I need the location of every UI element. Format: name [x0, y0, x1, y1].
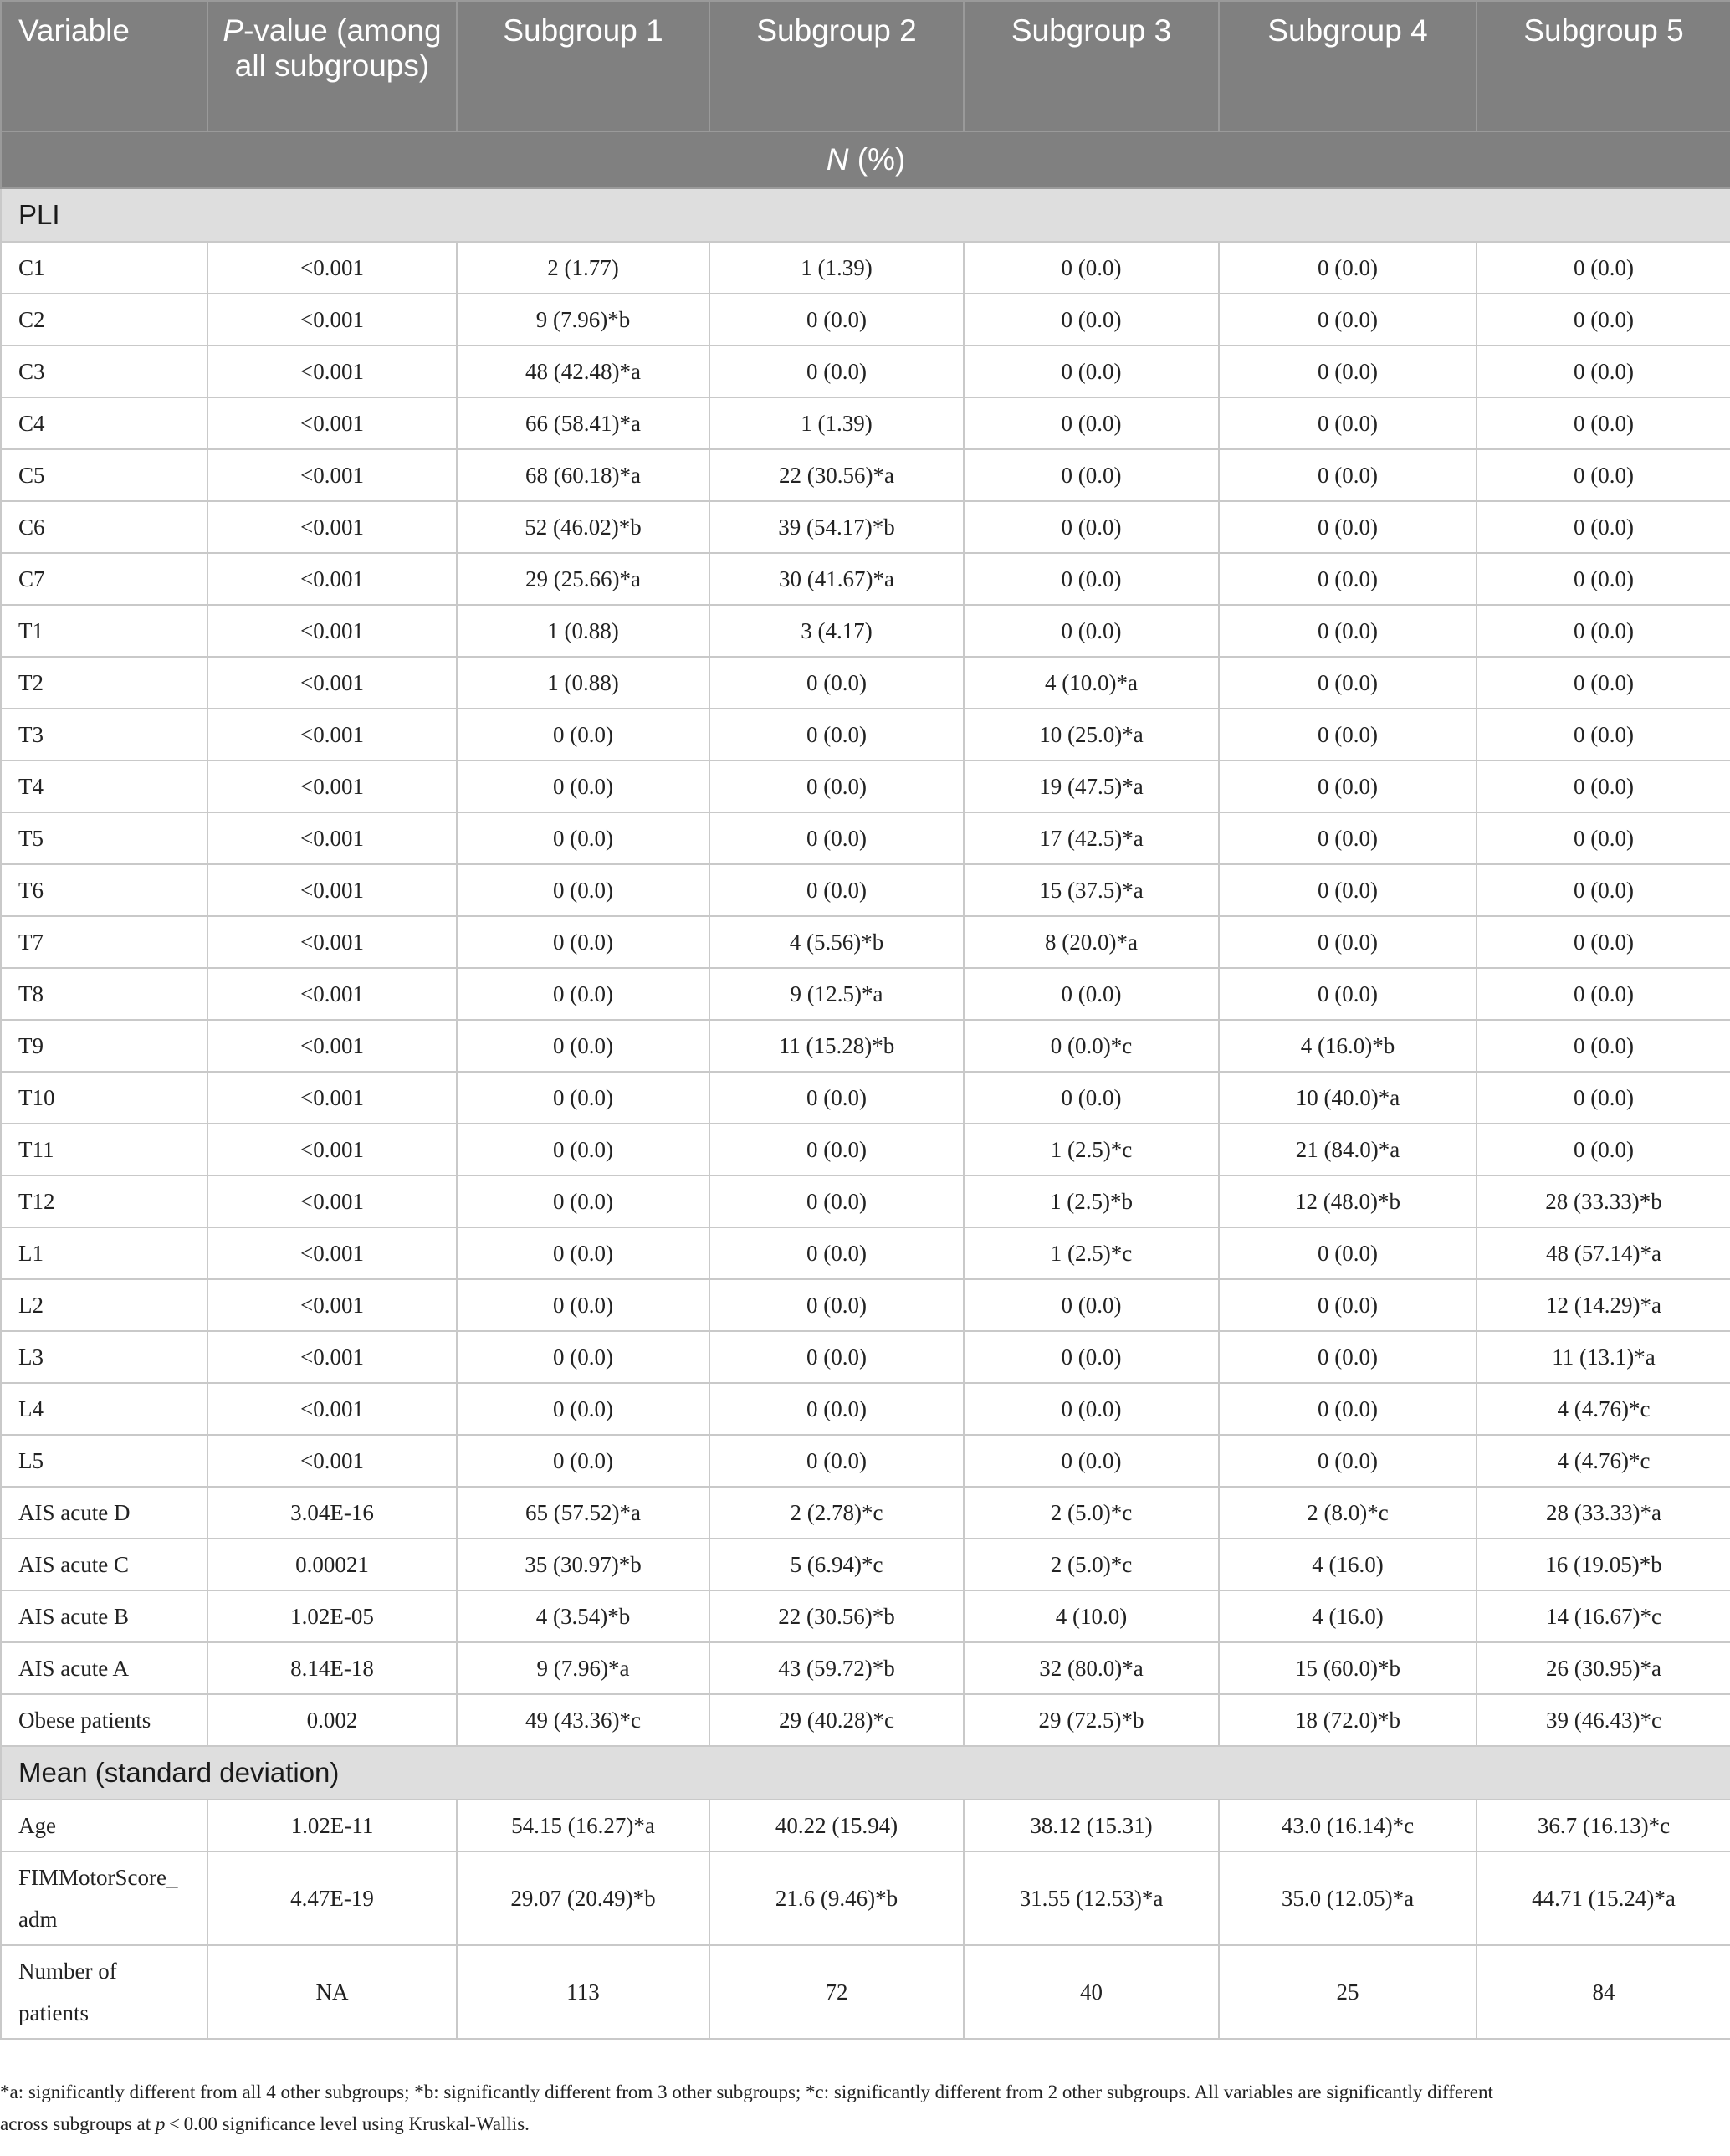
variable-cell: C6	[1, 501, 207, 553]
pvalue-rest: -value (among all subgroups)	[234, 13, 442, 83]
subgroup-2-cell: 0 (0.0)	[709, 864, 964, 916]
subgroup-2-cell: 0 (0.0)	[709, 294, 964, 346]
subgroup-1-cell: 0 (0.0)	[457, 916, 709, 968]
subgroup-1-header: Subgroup 1	[457, 1, 709, 131]
subgroup-2-cell: 72	[709, 1945, 964, 2039]
subgroup-4-cell: 10 (40.0)*a	[1219, 1072, 1477, 1124]
table-row	[1, 449, 1730, 501]
subgroup-3-cell: 29 (72.5)*b	[964, 1694, 1219, 1746]
pvalue-cell: <0.001	[207, 397, 457, 449]
table-row	[1, 397, 1730, 449]
pvalue-cell: <0.001	[207, 1227, 457, 1279]
subgroup-2-cell: 0 (0.0)	[709, 760, 964, 812]
subgroup-5-cell: 39 (46.43)*c	[1477, 1694, 1730, 1746]
subgroup-2-cell: 43 (59.72)*b	[709, 1642, 964, 1694]
pvalue-cell: 1.02E-11	[207, 1800, 457, 1851]
subgroup-1-cell: 0 (0.0)	[457, 1227, 709, 1279]
subgroup-2-cell: 29 (40.28)*c	[709, 1694, 964, 1746]
pvalue-header	[207, 1, 457, 131]
subgroup-1-cell: 68 (60.18)*a	[457, 449, 709, 501]
subgroup-5-cell: 0 (0.0)	[1477, 1124, 1730, 1175]
variable-cell: L1	[1, 1227, 207, 1279]
subgroup-5-cell: 0 (0.0)	[1477, 553, 1730, 605]
pvalue-cell: <0.001	[207, 1020, 457, 1072]
variable-cell: Number of patients	[1, 1945, 207, 2039]
subgroup-5-cell: 0 (0.0)	[1477, 346, 1730, 397]
subgroup-2-cell: 0 (0.0)	[709, 657, 964, 709]
subgroup-1-cell: 0 (0.0)	[457, 1331, 709, 1383]
variable-cell: T6	[1, 864, 207, 916]
variable-cell: FIMMotorScore_ adm	[1, 1851, 207, 1945]
variable-cell: C3	[1, 346, 207, 397]
subgroup-4-cell: 12 (48.0)*b	[1219, 1175, 1477, 1227]
pvalue-cell: 4.47E-19	[207, 1851, 457, 1945]
subgroup-5-cell: 0 (0.0)	[1477, 864, 1730, 916]
subgroup-5-cell: 11 (13.1)*a	[1477, 1331, 1730, 1383]
table-footnote	[0, 2077, 1730, 2140]
subgroup-1-cell: 54.15 (16.27)*a	[457, 1800, 709, 1851]
subgroup-4-cell: 0 (0.0)	[1219, 916, 1477, 968]
subgroup-1-cell: 4 (3.54)*b	[457, 1590, 709, 1642]
subgroup-1-cell: 1 (0.88)	[457, 605, 709, 657]
table-row	[1, 1642, 1730, 1694]
subgroup-2-cell: 22 (30.56)*b	[709, 1590, 964, 1642]
variable-cell: T7	[1, 916, 207, 968]
subgroup-3-cell: 10 (25.0)*a	[964, 709, 1219, 760]
table-row	[1, 1694, 1730, 1746]
subgroup-2-cell: 11 (15.28)*b	[709, 1020, 964, 1072]
pvalue-cell: <0.001	[207, 294, 457, 346]
footnote-line-2-pre: across subgroups at	[0, 2113, 156, 2134]
subgroup-5-header: Subgroup 5	[1477, 1, 1730, 131]
subgroup-2-cell: 0 (0.0)	[709, 1279, 964, 1331]
subgroup-2-cell: 4 (5.56)*b	[709, 916, 964, 968]
pvalue-cell: 3.04E-16	[207, 1487, 457, 1539]
subgroup-2-cell: 30 (41.67)*a	[709, 553, 964, 605]
subgroup-2-cell: 21.6 (9.46)*b	[709, 1851, 964, 1945]
subgroup-3-cell: 2 (5.0)*c	[964, 1487, 1219, 1539]
subgroup-5-cell: 28 (33.33)*a	[1477, 1487, 1730, 1539]
subgroup-4-cell: 18 (72.0)*b	[1219, 1694, 1477, 1746]
table-row	[1, 968, 1730, 1020]
subgroup-4-cell: 0 (0.0)	[1219, 1331, 1477, 1383]
subgroup-5-cell: 4 (4.76)*c	[1477, 1383, 1730, 1435]
footnote-line-2-post: < 0.00 significance level using Kruskal-Wallis.	[165, 2113, 530, 2134]
subgroup-3-cell: 0 (0.0)	[964, 501, 1219, 553]
subgroup-4-cell: 0 (0.0)	[1219, 709, 1477, 760]
subgroup-5-cell: 0 (0.0)	[1477, 657, 1730, 709]
pvalue-cell: <0.001	[207, 1124, 457, 1175]
subgroup-2-cell: 0 (0.0)	[709, 812, 964, 864]
table-row	[1, 1800, 1730, 1851]
subgroup-3-cell: 0 (0.0)	[964, 1279, 1219, 1331]
table-row	[1, 1487, 1730, 1539]
subgroup-4-cell: 0 (0.0)	[1219, 449, 1477, 501]
table-row	[1, 1175, 1730, 1227]
pvalue-cell: <0.001	[207, 709, 457, 760]
subgroup-3-cell: 40	[964, 1945, 1219, 2039]
subgroup-5-cell: 16 (19.05)*b	[1477, 1539, 1730, 1590]
variable-cell: AIS acute C	[1, 1539, 207, 1590]
subgroup-1-cell: 1 (0.88)	[457, 657, 709, 709]
subgroup-1-cell: 29 (25.66)*a	[457, 553, 709, 605]
table-row	[1, 709, 1730, 760]
subgroup-2-cell: 39 (54.17)*b	[709, 501, 964, 553]
variable-cell: Obese patients	[1, 1694, 207, 1746]
subgroup-4-cell: 4 (16.0)	[1219, 1590, 1477, 1642]
table-row	[1, 553, 1730, 605]
variable-cell: L3	[1, 1331, 207, 1383]
pvalue-cell: 0.002	[207, 1694, 457, 1746]
pvalue-cell: <0.001	[207, 1383, 457, 1435]
subgroup-4-cell: 0 (0.0)	[1219, 864, 1477, 916]
table-row	[1, 1539, 1730, 1590]
subgroup-4-header: Subgroup 4	[1219, 1, 1477, 131]
subgroup-2-cell: 0 (0.0)	[709, 1227, 964, 1279]
subgroup-5-cell: 0 (0.0)	[1477, 242, 1730, 294]
footnote-line-1: *a: significantly different from all 4 other subgroups; *b: significantly different from 3 other subgroups; *c: significantly different from 2 other subgroups. All variables are significantly different	[0, 2082, 1493, 2102]
subgroup-3-cell: 1 (2.5)*b	[964, 1175, 1219, 1227]
subgroup-3-cell: 2 (5.0)*c	[964, 1539, 1219, 1590]
subgroup-4-cell: 4 (16.0)*b	[1219, 1020, 1477, 1072]
n-percent-row	[1, 131, 1730, 188]
variable-cell: T9	[1, 1020, 207, 1072]
pvalue-cell: <0.001	[207, 449, 457, 501]
variable-cell: C5	[1, 449, 207, 501]
n-percent-label	[1, 131, 1730, 188]
table-row	[1, 346, 1730, 397]
subgroup-3-cell: 0 (0.0)	[964, 346, 1219, 397]
table-row	[1, 501, 1730, 553]
pvalue-italic: P	[223, 13, 244, 48]
subgroup-2-cell: 3 (4.17)	[709, 605, 964, 657]
subgroup-1-cell: 0 (0.0)	[457, 1124, 709, 1175]
subgroup-1-cell: 35 (30.97)*b	[457, 1539, 709, 1590]
subgroup-3-cell: 15 (37.5)*a	[964, 864, 1219, 916]
subgroup-3-cell: 0 (0.0)	[964, 605, 1219, 657]
subgroup-2-cell: 9 (12.5)*a	[709, 968, 964, 1020]
subgroup-5-cell: 0 (0.0)	[1477, 916, 1730, 968]
table-row	[1, 605, 1730, 657]
subgroup-1-cell: 9 (7.96)*b	[457, 294, 709, 346]
subgroup-5-cell: 26 (30.95)*a	[1477, 1642, 1730, 1694]
subgroup-1-cell: 0 (0.0)	[457, 1435, 709, 1487]
table-row	[1, 1072, 1730, 1124]
variable-cell: C4	[1, 397, 207, 449]
variable-header: Variable	[1, 1, 207, 131]
pvalue-cell: <0.001	[207, 864, 457, 916]
pvalue-cell: <0.001	[207, 1072, 457, 1124]
subgroup-5-cell: 4 (4.76)*c	[1477, 1435, 1730, 1487]
subgroup-3-cell: 0 (0.0)	[964, 449, 1219, 501]
subgroup-4-cell: 43.0 (16.14)*c	[1219, 1800, 1477, 1851]
pvalue-cell: <0.001	[207, 1435, 457, 1487]
subgroup-1-cell: 0 (0.0)	[457, 709, 709, 760]
table-row	[1, 1279, 1730, 1331]
subgroup-2-cell: 0 (0.0)	[709, 1435, 964, 1487]
variable-cell: T1	[1, 605, 207, 657]
section-pli-label: PLI	[1, 188, 1730, 242]
subgroup-4-cell: 0 (0.0)	[1219, 1435, 1477, 1487]
subgroup-3-cell: 1 (2.5)*c	[964, 1227, 1219, 1279]
section-mean	[1, 1746, 1730, 1800]
table-row	[1, 812, 1730, 864]
subgroup-3-cell: 0 (0.0)	[964, 294, 1219, 346]
subgroup-5-cell: 0 (0.0)	[1477, 709, 1730, 760]
subgroup-1-cell: 66 (58.41)*a	[457, 397, 709, 449]
subgroup-5-cell: 28 (33.33)*b	[1477, 1175, 1730, 1227]
header-row	[1, 1, 1730, 131]
variable-cell: T3	[1, 709, 207, 760]
table-row	[1, 1590, 1730, 1642]
variable-cell: L4	[1, 1383, 207, 1435]
variable-cell: L5	[1, 1435, 207, 1487]
subgroup-2-cell: 0 (0.0)	[709, 1124, 964, 1175]
section-pli	[1, 188, 1730, 242]
variable-cell: T8	[1, 968, 207, 1020]
variable-cell: L2	[1, 1279, 207, 1331]
subgroup-3-cell: 4 (10.0)	[964, 1590, 1219, 1642]
subgroup-5-cell: 12 (14.29)*a	[1477, 1279, 1730, 1331]
subgroup-5-cell: 0 (0.0)	[1477, 605, 1730, 657]
subgroup-2-header: Subgroup 2	[709, 1, 964, 131]
subgroup-4-cell: 0 (0.0)	[1219, 346, 1477, 397]
variable-cell: T2	[1, 657, 207, 709]
pvalue-cell: <0.001	[207, 916, 457, 968]
subgroup-2-cell: 5 (6.94)*c	[709, 1539, 964, 1590]
subgroup-2-cell: 0 (0.0)	[709, 1072, 964, 1124]
variable-cell: C7	[1, 553, 207, 605]
subgroup-1-cell: 0 (0.0)	[457, 1383, 709, 1435]
table-row	[1, 1331, 1730, 1383]
subgroup-4-cell: 0 (0.0)	[1219, 812, 1477, 864]
table-row	[1, 1124, 1730, 1175]
subgroup-4-cell: 0 (0.0)	[1219, 1383, 1477, 1435]
subgroup-1-cell: 0 (0.0)	[457, 1020, 709, 1072]
subgroup-1-cell: 65 (57.52)*a	[457, 1487, 709, 1539]
subgroup-5-cell: 48 (57.14)*a	[1477, 1227, 1730, 1279]
subgroup-1-cell: 9 (7.96)*a	[457, 1642, 709, 1694]
subgroup-4-cell: 0 (0.0)	[1219, 501, 1477, 553]
subgroup-5-cell: 0 (0.0)	[1477, 501, 1730, 553]
subgroup-3-cell: 32 (80.0)*a	[964, 1642, 1219, 1694]
subgroup-1-cell: 113	[457, 1945, 709, 2039]
subgroup-4-cell: 0 (0.0)	[1219, 760, 1477, 812]
subgroup-2-cell: 0 (0.0)	[709, 1383, 964, 1435]
subgroup-2-cell: 40.22 (15.94)	[709, 1800, 964, 1851]
subgroup-3-cell: 8 (20.0)*a	[964, 916, 1219, 968]
subgroup-5-cell: 0 (0.0)	[1477, 812, 1730, 864]
variable-cell: AIS acute B	[1, 1590, 207, 1642]
subgroup-3-cell: 0 (0.0)	[964, 242, 1219, 294]
subgroup-5-cell: 0 (0.0)	[1477, 449, 1730, 501]
variable-cell: AIS acute A	[1, 1642, 207, 1694]
variable-cell: C1	[1, 242, 207, 294]
n-italic: N	[826, 142, 849, 177]
subgroup-2-cell: 0 (0.0)	[709, 1331, 964, 1383]
subgroup-4-cell: 0 (0.0)	[1219, 1227, 1477, 1279]
subgroup-5-cell: 44.71 (15.24)*a	[1477, 1851, 1730, 1945]
subgroup-3-cell: 0 (0.0)	[964, 968, 1219, 1020]
subgroup-1-cell: 2 (1.77)	[457, 242, 709, 294]
subgroup-2-cell: 22 (30.56)*a	[709, 449, 964, 501]
subgroup-4-cell: 21 (84.0)*a	[1219, 1124, 1477, 1175]
pvalue-cell: <0.001	[207, 553, 457, 605]
table-row	[1, 916, 1730, 968]
subgroup-1-cell: 0 (0.0)	[457, 864, 709, 916]
subgroup-1-cell: 29.07 (20.49)*b	[457, 1851, 709, 1945]
section-mean-label: Mean (standard deviation)	[1, 1746, 1730, 1800]
subgroup-2-cell: 0 (0.0)	[709, 1175, 964, 1227]
pvalue-cell: <0.001	[207, 1175, 457, 1227]
subgroup-3-cell: 0 (0.0)	[964, 1435, 1219, 1487]
subgroup-4-cell: 2 (8.0)*c	[1219, 1487, 1477, 1539]
subgroup-4-cell: 0 (0.0)	[1219, 397, 1477, 449]
subgroup-4-cell: 0 (0.0)	[1219, 657, 1477, 709]
variable-cell: AIS acute D	[1, 1487, 207, 1539]
pvalue-cell: <0.001	[207, 346, 457, 397]
table-row	[1, 864, 1730, 916]
subgroup-1-cell: 0 (0.0)	[457, 760, 709, 812]
subgroup-2-cell: 1 (1.39)	[709, 397, 964, 449]
subgroup-2-cell: 0 (0.0)	[709, 346, 964, 397]
variable-cell: Age	[1, 1800, 207, 1851]
variable-cell: T5	[1, 812, 207, 864]
pvalue-cell: <0.001	[207, 605, 457, 657]
subgroup-3-cell: 19 (47.5)*a	[964, 760, 1219, 812]
subgroup-4-cell: 0 (0.0)	[1219, 1279, 1477, 1331]
subgroup-3-cell: 31.55 (12.53)*a	[964, 1851, 1219, 1945]
subgroup-1-cell: 0 (0.0)	[457, 1072, 709, 1124]
subgroup-1-cell: 49 (43.36)*c	[457, 1694, 709, 1746]
table-row	[1, 1945, 1730, 2039]
pvalue-cell: <0.001	[207, 968, 457, 1020]
pvalue-cell: <0.001	[207, 657, 457, 709]
subgroup-5-cell: 0 (0.0)	[1477, 1072, 1730, 1124]
subgroup-3-cell: 0 (0.0)	[964, 553, 1219, 605]
pvalue-cell: NA	[207, 1945, 457, 2039]
percent-text: (%)	[848, 142, 906, 177]
subgroup-1-cell: 0 (0.0)	[457, 968, 709, 1020]
pvalue-cell: <0.001	[207, 760, 457, 812]
subgroup-2-cell: 0 (0.0)	[709, 709, 964, 760]
pvalue-cell: 1.02E-05	[207, 1590, 457, 1642]
subgroup-1-cell: 0 (0.0)	[457, 812, 709, 864]
subgroup-4-cell: 4 (16.0)	[1219, 1539, 1477, 1590]
table-row	[1, 242, 1730, 294]
subgroup-5-cell: 0 (0.0)	[1477, 397, 1730, 449]
pvalue-cell: <0.001	[207, 1331, 457, 1383]
pvalue-cell: <0.001	[207, 501, 457, 553]
table-row	[1, 760, 1730, 812]
subgroup-3-cell: 0 (0.0)	[964, 1331, 1219, 1383]
subgroup-3-cell: 0 (0.0)	[964, 397, 1219, 449]
footnote-line-2	[0, 2108, 1730, 2140]
pvalue-cell: 0.00021	[207, 1539, 457, 1590]
subgroup-4-cell: 25	[1219, 1945, 1477, 2039]
pvalue-cell: 8.14E-18	[207, 1642, 457, 1694]
subgroup-4-cell: 0 (0.0)	[1219, 605, 1477, 657]
subgroup-3-cell: 38.12 (15.31)	[964, 1800, 1219, 1851]
subgroup-3-cell: 0 (0.0)	[964, 1072, 1219, 1124]
subgroup-4-cell: 15 (60.0)*b	[1219, 1642, 1477, 1694]
pvalue-cell: <0.001	[207, 242, 457, 294]
table-row	[1, 657, 1730, 709]
subgroup-4-cell: 0 (0.0)	[1219, 294, 1477, 346]
subgroup-4-cell: 0 (0.0)	[1219, 968, 1477, 1020]
subgroup-5-cell: 0 (0.0)	[1477, 760, 1730, 812]
subgroup-1-cell: 48 (42.48)*a	[457, 346, 709, 397]
table-row	[1, 1383, 1730, 1435]
subgroup-1-cell: 0 (0.0)	[457, 1175, 709, 1227]
pvalue-cell: <0.001	[207, 812, 457, 864]
subgroup-4-cell: 35.0 (12.05)*a	[1219, 1851, 1477, 1945]
subgroup-3-cell: 4 (10.0)*a	[964, 657, 1219, 709]
subgroup-5-cell: 0 (0.0)	[1477, 968, 1730, 1020]
variable-cell: C2	[1, 294, 207, 346]
subgroup-3-cell: 17 (42.5)*a	[964, 812, 1219, 864]
subgroup-5-cell: 84	[1477, 1945, 1730, 2039]
subgroup-4-cell: 0 (0.0)	[1219, 553, 1477, 605]
footnote-p-italic: p	[155, 2113, 166, 2134]
subgroup-2-cell: 1 (1.39)	[709, 242, 964, 294]
table-row	[1, 294, 1730, 346]
subgroup-3-header: Subgroup 3	[964, 1, 1219, 131]
subgroup-5-cell: 36.7 (16.13)*c	[1477, 1800, 1730, 1851]
subgroup-3-cell: 0 (0.0)	[964, 1383, 1219, 1435]
variable-cell: T4	[1, 760, 207, 812]
variable-cell: T11	[1, 1124, 207, 1175]
subgroup-4-cell: 0 (0.0)	[1219, 242, 1477, 294]
subgroup-5-cell: 14 (16.67)*c	[1477, 1590, 1730, 1642]
table-row	[1, 1851, 1730, 1945]
subgroup-3-cell: 0 (0.0)*c	[964, 1020, 1219, 1072]
table-row	[1, 1227, 1730, 1279]
variable-cell: T10	[1, 1072, 207, 1124]
subgroup-2-cell: 2 (2.78)*c	[709, 1487, 964, 1539]
subgroup-1-cell: 52 (46.02)*b	[457, 501, 709, 553]
table-row	[1, 1020, 1730, 1072]
table-row	[1, 1435, 1730, 1487]
subgroup-5-cell: 0 (0.0)	[1477, 1020, 1730, 1072]
subgroup-5-cell: 0 (0.0)	[1477, 294, 1730, 346]
variable-cell: T12	[1, 1175, 207, 1227]
subgroup-1-cell: 0 (0.0)	[457, 1279, 709, 1331]
pvalue-cell: <0.001	[207, 1279, 457, 1331]
subgroup-3-cell: 1 (2.5)*c	[964, 1124, 1219, 1175]
